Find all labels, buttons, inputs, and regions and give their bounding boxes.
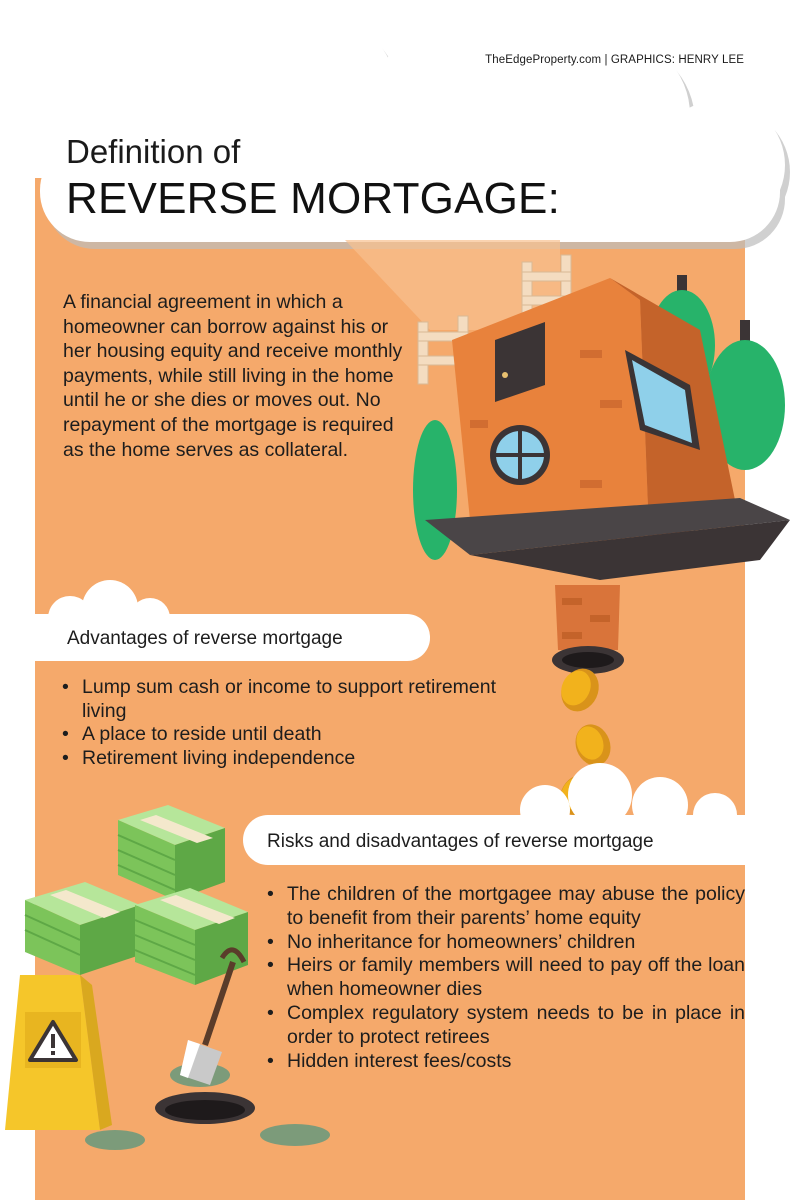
advantages-heading: Advantages of reverse mortgage	[67, 628, 343, 649]
list-item: • A place to reside until death	[60, 723, 500, 747]
cash-stack-icon	[25, 805, 248, 985]
list-item: • The children of the mortgagee may abuse the policy to benefit from their parents’ home equity	[265, 883, 745, 931]
list-item: • Retirement living independence	[60, 747, 500, 771]
list-item: • Complex regulatory system needs to be in place in order to protect retirees	[265, 1002, 745, 1050]
list-item: • Lump sum cash or income to support retirement living	[60, 676, 500, 723]
list-item: • Heirs or family members will need to pay off the loan when homeowner dies	[265, 954, 745, 1002]
title-prefix: Definition of	[66, 133, 241, 170]
page-title: REVERSE MORTGAGE:	[66, 174, 561, 223]
list-item: • No inheritance for homeowners’ children	[265, 931, 745, 955]
definition-text: A financial agreement in which a homeowner can borrow against his or her housing equity and receive monthly payments, while still living in the home until he or she dies or moves out. No repayment of the mortgage is required as the home serves as collateral.	[63, 291, 403, 461]
risks-heading: Risks and disadvantages of reverse mortgage	[267, 831, 654, 852]
advantages-list	[60, 676, 500, 770]
credit-line: TheEdgeProperty.com | GRAPHICS: HENRY LEE	[485, 54, 744, 66]
risks-list	[265, 883, 745, 1073]
warning-sign-icon	[5, 975, 112, 1130]
list-item: • Hidden interest fees/costs	[265, 1050, 745, 1074]
